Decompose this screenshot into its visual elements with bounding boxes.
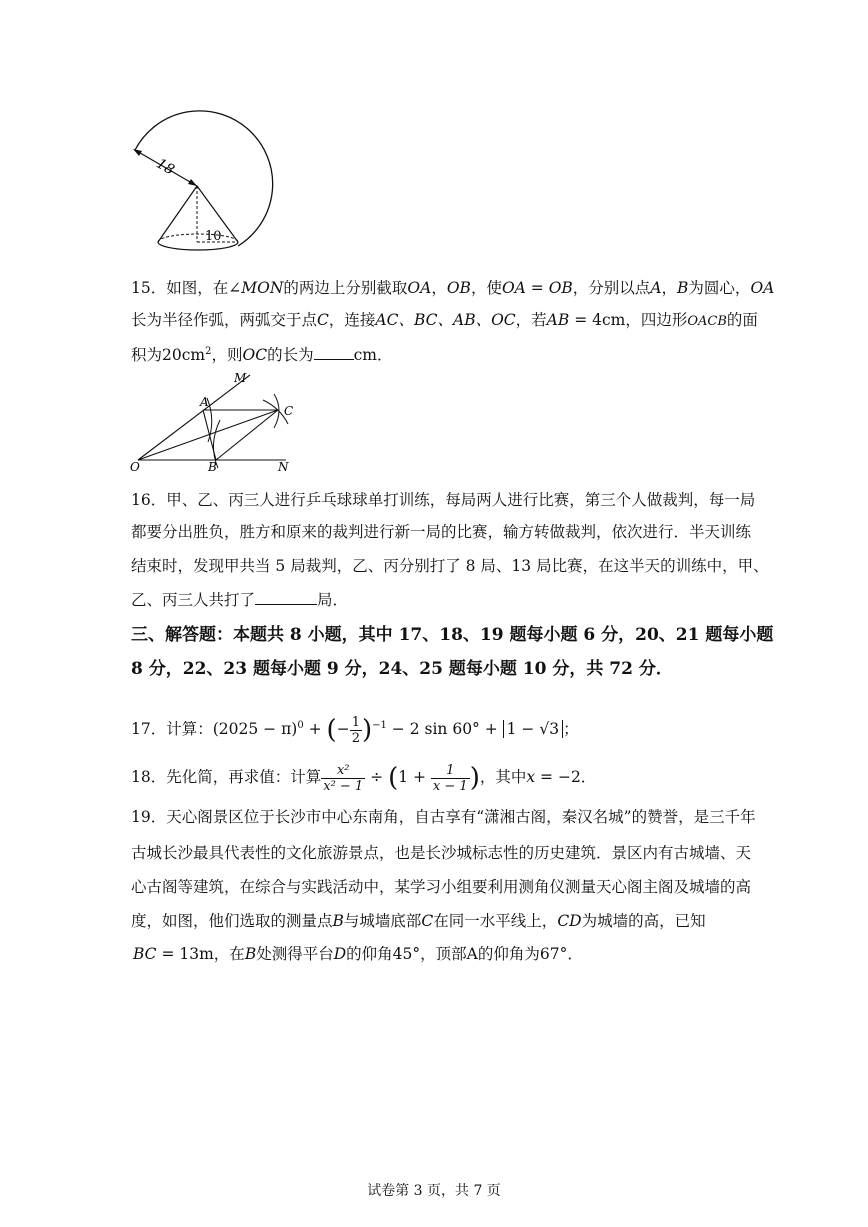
section-3-heading-line-1: 三、解答题：本题共 8 小题，其中 17、18、19 题每小题 6 分，20、21 题每小题	[131, 625, 774, 645]
q16-line-3: 结束时，发现甲共当 5 局裁判，乙、丙分别打了 8 局、13 局比赛，在这半天的训练中，甲、	[131, 557, 769, 575]
q15-line-3: 积为$20cm^2$，则OC的长为 cm．	[131, 346, 393, 365]
q16-line-1: 16．甲、乙、丙三人进行乒乓球球单打训练，每局两人进行比赛，第三个人做裁判，每一局	[131, 491, 756, 509]
q15-answer-blank[interactable]	[314, 345, 354, 360]
q19-line-4: 度，如图，他们选取的测量点B与城墙底部C在同一水平线上，CD为城墙的高，已知	[131, 912, 706, 930]
q19-line-2: 古城长沙最具代表性的文化旅游景点，也是长沙城标志性的历史建筑．景区内有古城墙、天	[131, 844, 752, 862]
point-N-label: N	[278, 460, 289, 474]
point-O-label: O	[130, 460, 140, 474]
q15-line-1: 15．如图，在∠MON的两边上分别截取OA，OB，使OA = OB，分别以点A，B为圆心，OA	[131, 279, 775, 297]
point-C-label: C	[284, 404, 294, 418]
point-M-label: M	[234, 371, 247, 385]
point-B-label: B	[208, 460, 217, 474]
q16-line-4: 乙、丙三人共打了 局．	[131, 591, 349, 609]
section-3-heading-line-2: 8 分，22、23 题每小题 9 分，24、25 题每小题 10 分，共 72 分．	[131, 659, 673, 679]
q15-line-2: 长为半径作弧，两弧交于点C，连接AC、BC、AB、OC，若AB = 4cm，四边形OACB的面	[131, 311, 758, 329]
page-footer: 试卷第 3 页，共 7 页	[367, 1183, 501, 1199]
cone-radius-label: 10	[205, 229, 222, 244]
cone-slant-label: 18	[153, 155, 177, 179]
q19-line-1: 19．天心阁景区位于长沙市中心东南角，自古享有“潇湘古阁，秦汉名城”的赞誉，是三千年	[131, 808, 756, 826]
q19-line-3: 心古阁等建筑，在综合与实践活动中，某学习小组要利用测角仪测量天心阁主阁及城墙的高	[131, 878, 752, 896]
rhombus-construction-figure	[128, 370, 308, 475]
q16-answer-blank[interactable]	[255, 590, 317, 605]
q16-line-2: 都要分出胜负，胜方和原来的裁判进行新一局的比赛，输方转做裁判，依次进行．半天训练	[131, 523, 752, 541]
point-A-label: A	[200, 395, 209, 409]
q18-expression: 18．先化简，再求值：计算 $\frac{\text{x²}}{\text{x² − 1}}$ ÷ (1 + $\frac{1}{x - 1}$ )，其中x = −2．	[131, 762, 597, 794]
q19-line-5: BC = 13m，在B处测得平台D的仰角45°，顶部A的仰角为67°．	[133, 945, 583, 963]
q17-expression: 17．计算：$(2025 - \pi)^0$ + (− $\frac{1}{2}$ )$^{-1}$ − 2 sin 60° + 1 − √3 ；	[131, 714, 579, 746]
cone-sector-figure	[125, 108, 285, 258]
